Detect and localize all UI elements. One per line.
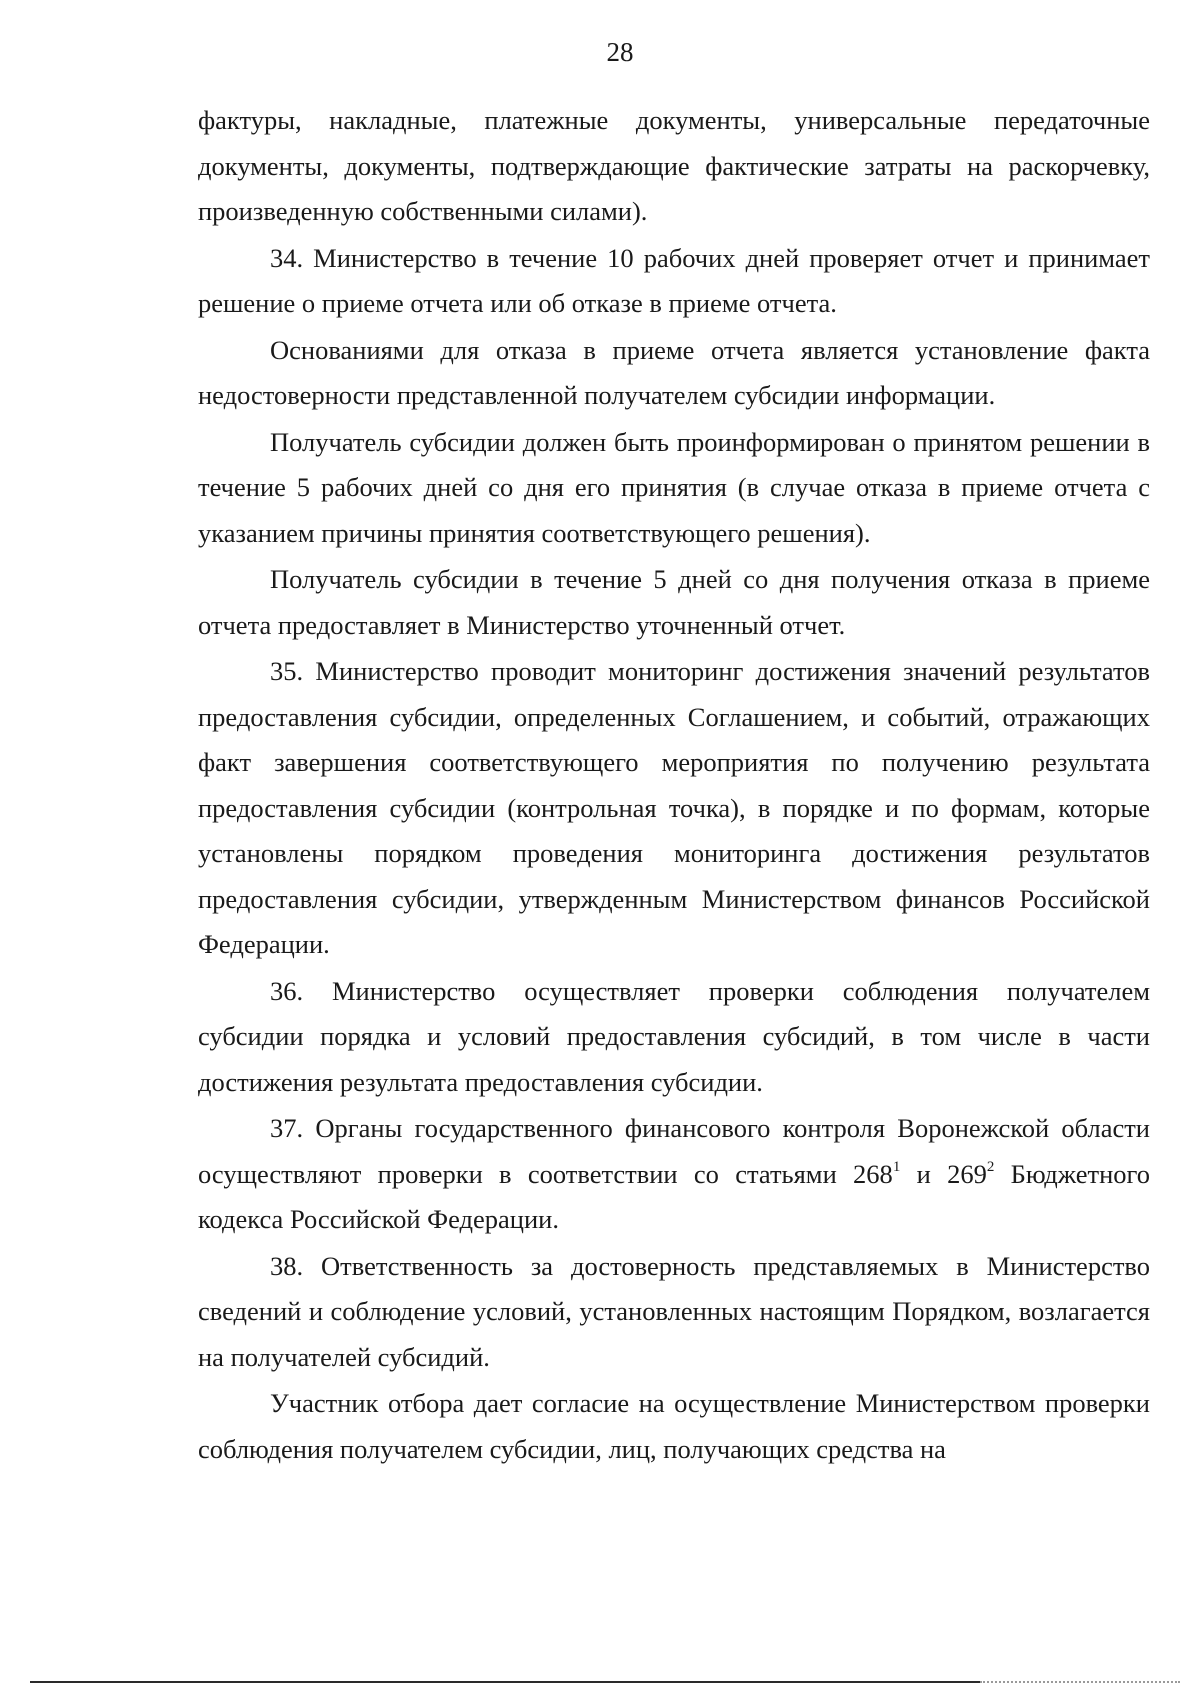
- paragraph-35: 35. Министерство проводит мониторинг достижения значений результатов предоставления субсидии, определенных Соглашением, и событий, отражающих факт завершения соответствующего мероприятия по получению результата предоставления субсидии (контрольная точка), в порядке и по формам, которые установлены порядком проведения мониторинга достижения результатов предоставления субсидии, утвержденным Министерством финансов Российской Федерации.: [198, 656, 1150, 959]
- paragraph-consent: Участник отбора дает согласие на осуществление Министерством проверки соблюдения получателем субсидии, лиц, получающих средства на: [198, 1388, 1150, 1464]
- superscript-2: 2: [986, 1158, 995, 1175]
- paragraph-36: 36. Министерство осуществляет проверки соблюдения получателем субсидии порядка и условий предоставления субсидий, в том числе в части достижения результата предоставления субсидии.: [198, 975, 1150, 1097]
- paragraph-38: 38. Ответственность за достоверность представляемых в Министерство сведений и соблюдение условий, установленных настоящим Порядком, возлагается на получателей субсидий.: [198, 1250, 1150, 1372]
- document-body: [198, 98, 1150, 1472]
- paragraph-34: 34. Министерство в течение 10 рабочих дней проверяет отчет и принимает решение о приеме отчета или об отказе в приеме отчета.: [198, 242, 1150, 318]
- paragraph-37-text-b: и 269: [900, 1158, 987, 1189]
- page-number: 28: [606, 37, 634, 67]
- superscript-1: 1: [892, 1158, 901, 1175]
- paragraph-revised-report: Получатель субсидии в течение 5 дней со дня получения отказа в приеме отчета предоставляет в Министерство уточненный отчет.: [198, 564, 1150, 640]
- paragraph-37-text-c: Бюджетного кодекса Российской Федерации.: [198, 1158, 1150, 1234]
- paragraph-37-text-a: 37. Органы государственного финансового контроля Воронежской области осуществляют проверки в соответствии со статьями 268: [198, 1113, 1150, 1189]
- page-bottom-rule-faded: [980, 1681, 1180, 1683]
- paragraph-continuation: фактуры, накладные, платежные документы, универсальные передаточные документы, документы, подтверждающие фактические затраты на раскорчевку, произведенную собственными силами).: [198, 105, 1150, 226]
- paragraph-refusal-grounds: Основаниями для отказа в приеме отчета является установление факта недостоверности представленной получателем субсидии информации.: [198, 334, 1150, 410]
- paragraph-37: [198, 1106, 1150, 1243]
- paragraph-notification: Получатель субсидии должен быть проинформирован о принятом решении в течение 5 рабочих дней со дня его принятия (в случае отказа в приеме отчета с указанием причины принятия соответствующего решения).: [198, 426, 1150, 548]
- page-bottom-rule: [30, 1681, 980, 1683]
